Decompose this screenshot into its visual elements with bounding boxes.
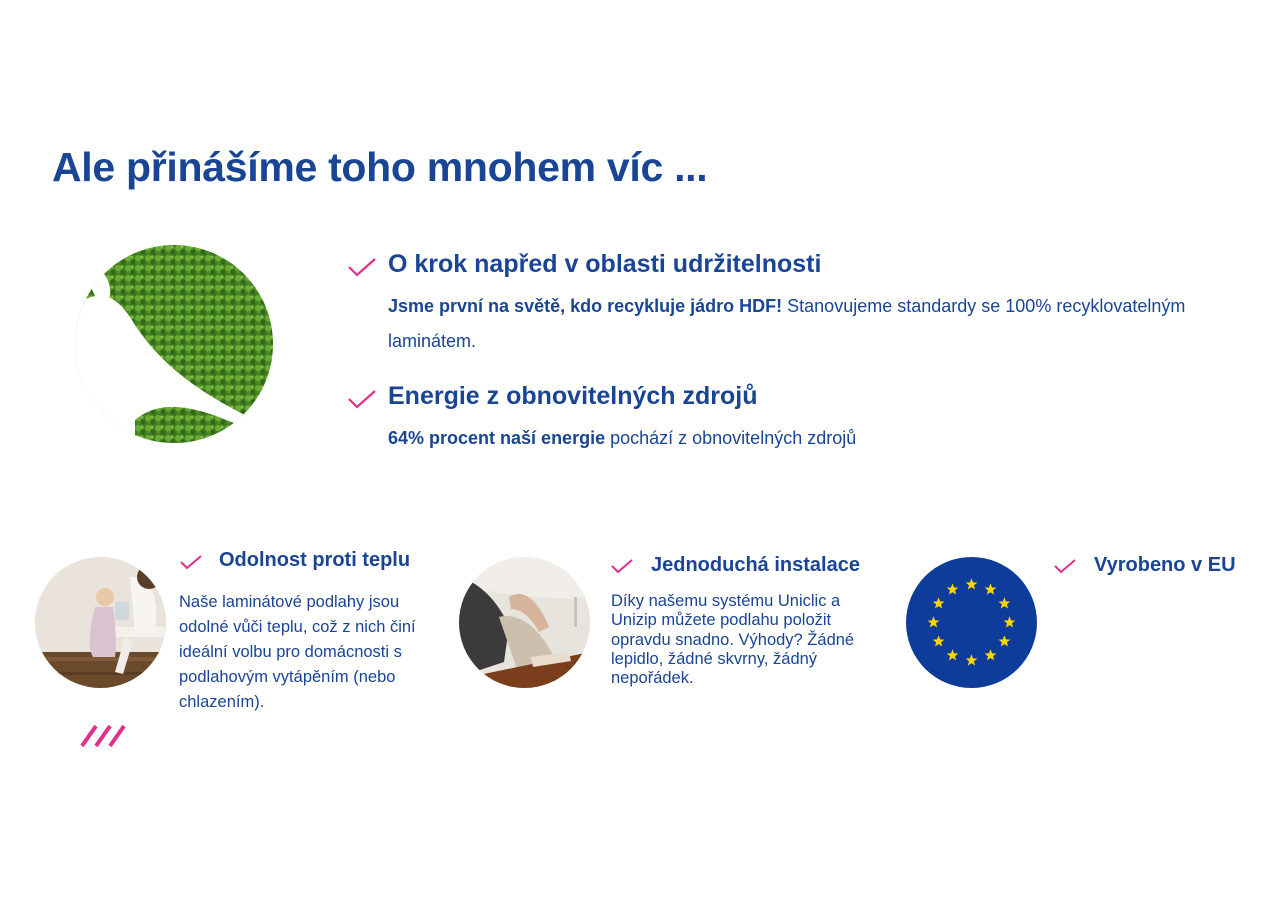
installing-floor-photo: [459, 557, 590, 688]
benefit-description: Díky našemu systému Uniclic a Unizip můžete podlahu položit opravdu snadno. Výhody? Žádné lepidlo, žádné skvrny, žádný nepořádek.: [611, 592, 855, 688]
check-icon: [347, 256, 377, 278]
feature-description: [388, 421, 1228, 456]
feature-description: [388, 289, 1228, 359]
check-icon: [347, 388, 377, 410]
child-on-floor-photo: [35, 557, 166, 688]
benefit-title: Jednoduchá instalace: [651, 554, 860, 576]
green-leaf-image: [75, 245, 273, 443]
check-icon: [179, 553, 209, 575]
check-icon: [610, 557, 640, 579]
decorative-slashes-icon: [80, 724, 130, 753]
feature-text: Stanovujeme standardy se 100% recyklovatelným laminátem.: [388, 296, 1186, 351]
feature-title: O krok napřed v oblasti udržitelnosti: [388, 250, 822, 278]
benefit-title: Odolnost proti teplu: [219, 549, 411, 571]
feature-title: Energie z obnovitelných zdrojů: [388, 382, 758, 410]
benefit-description: Naše laminátové podlahy jsou odolné vůči teplu, což z nich činí ideální volbu pro domácnosti s podlahovým vytápěním (nebo chlazením).: [179, 593, 416, 711]
benefit-title: Vyrobeno v EU: [1094, 554, 1236, 576]
feature-text: pochází z obnovitelných zdrojů: [605, 428, 857, 448]
eu-flag-icon: [906, 557, 1037, 688]
page-title: Ale přinášíme toho mnohem víc ...: [52, 144, 708, 190]
feature-highlight: Jsme první na světě, kdo recykluje jádro HDF!: [388, 296, 783, 316]
feature-highlight: 64% procent naší energie: [388, 428, 606, 448]
check-icon: [1053, 557, 1083, 579]
